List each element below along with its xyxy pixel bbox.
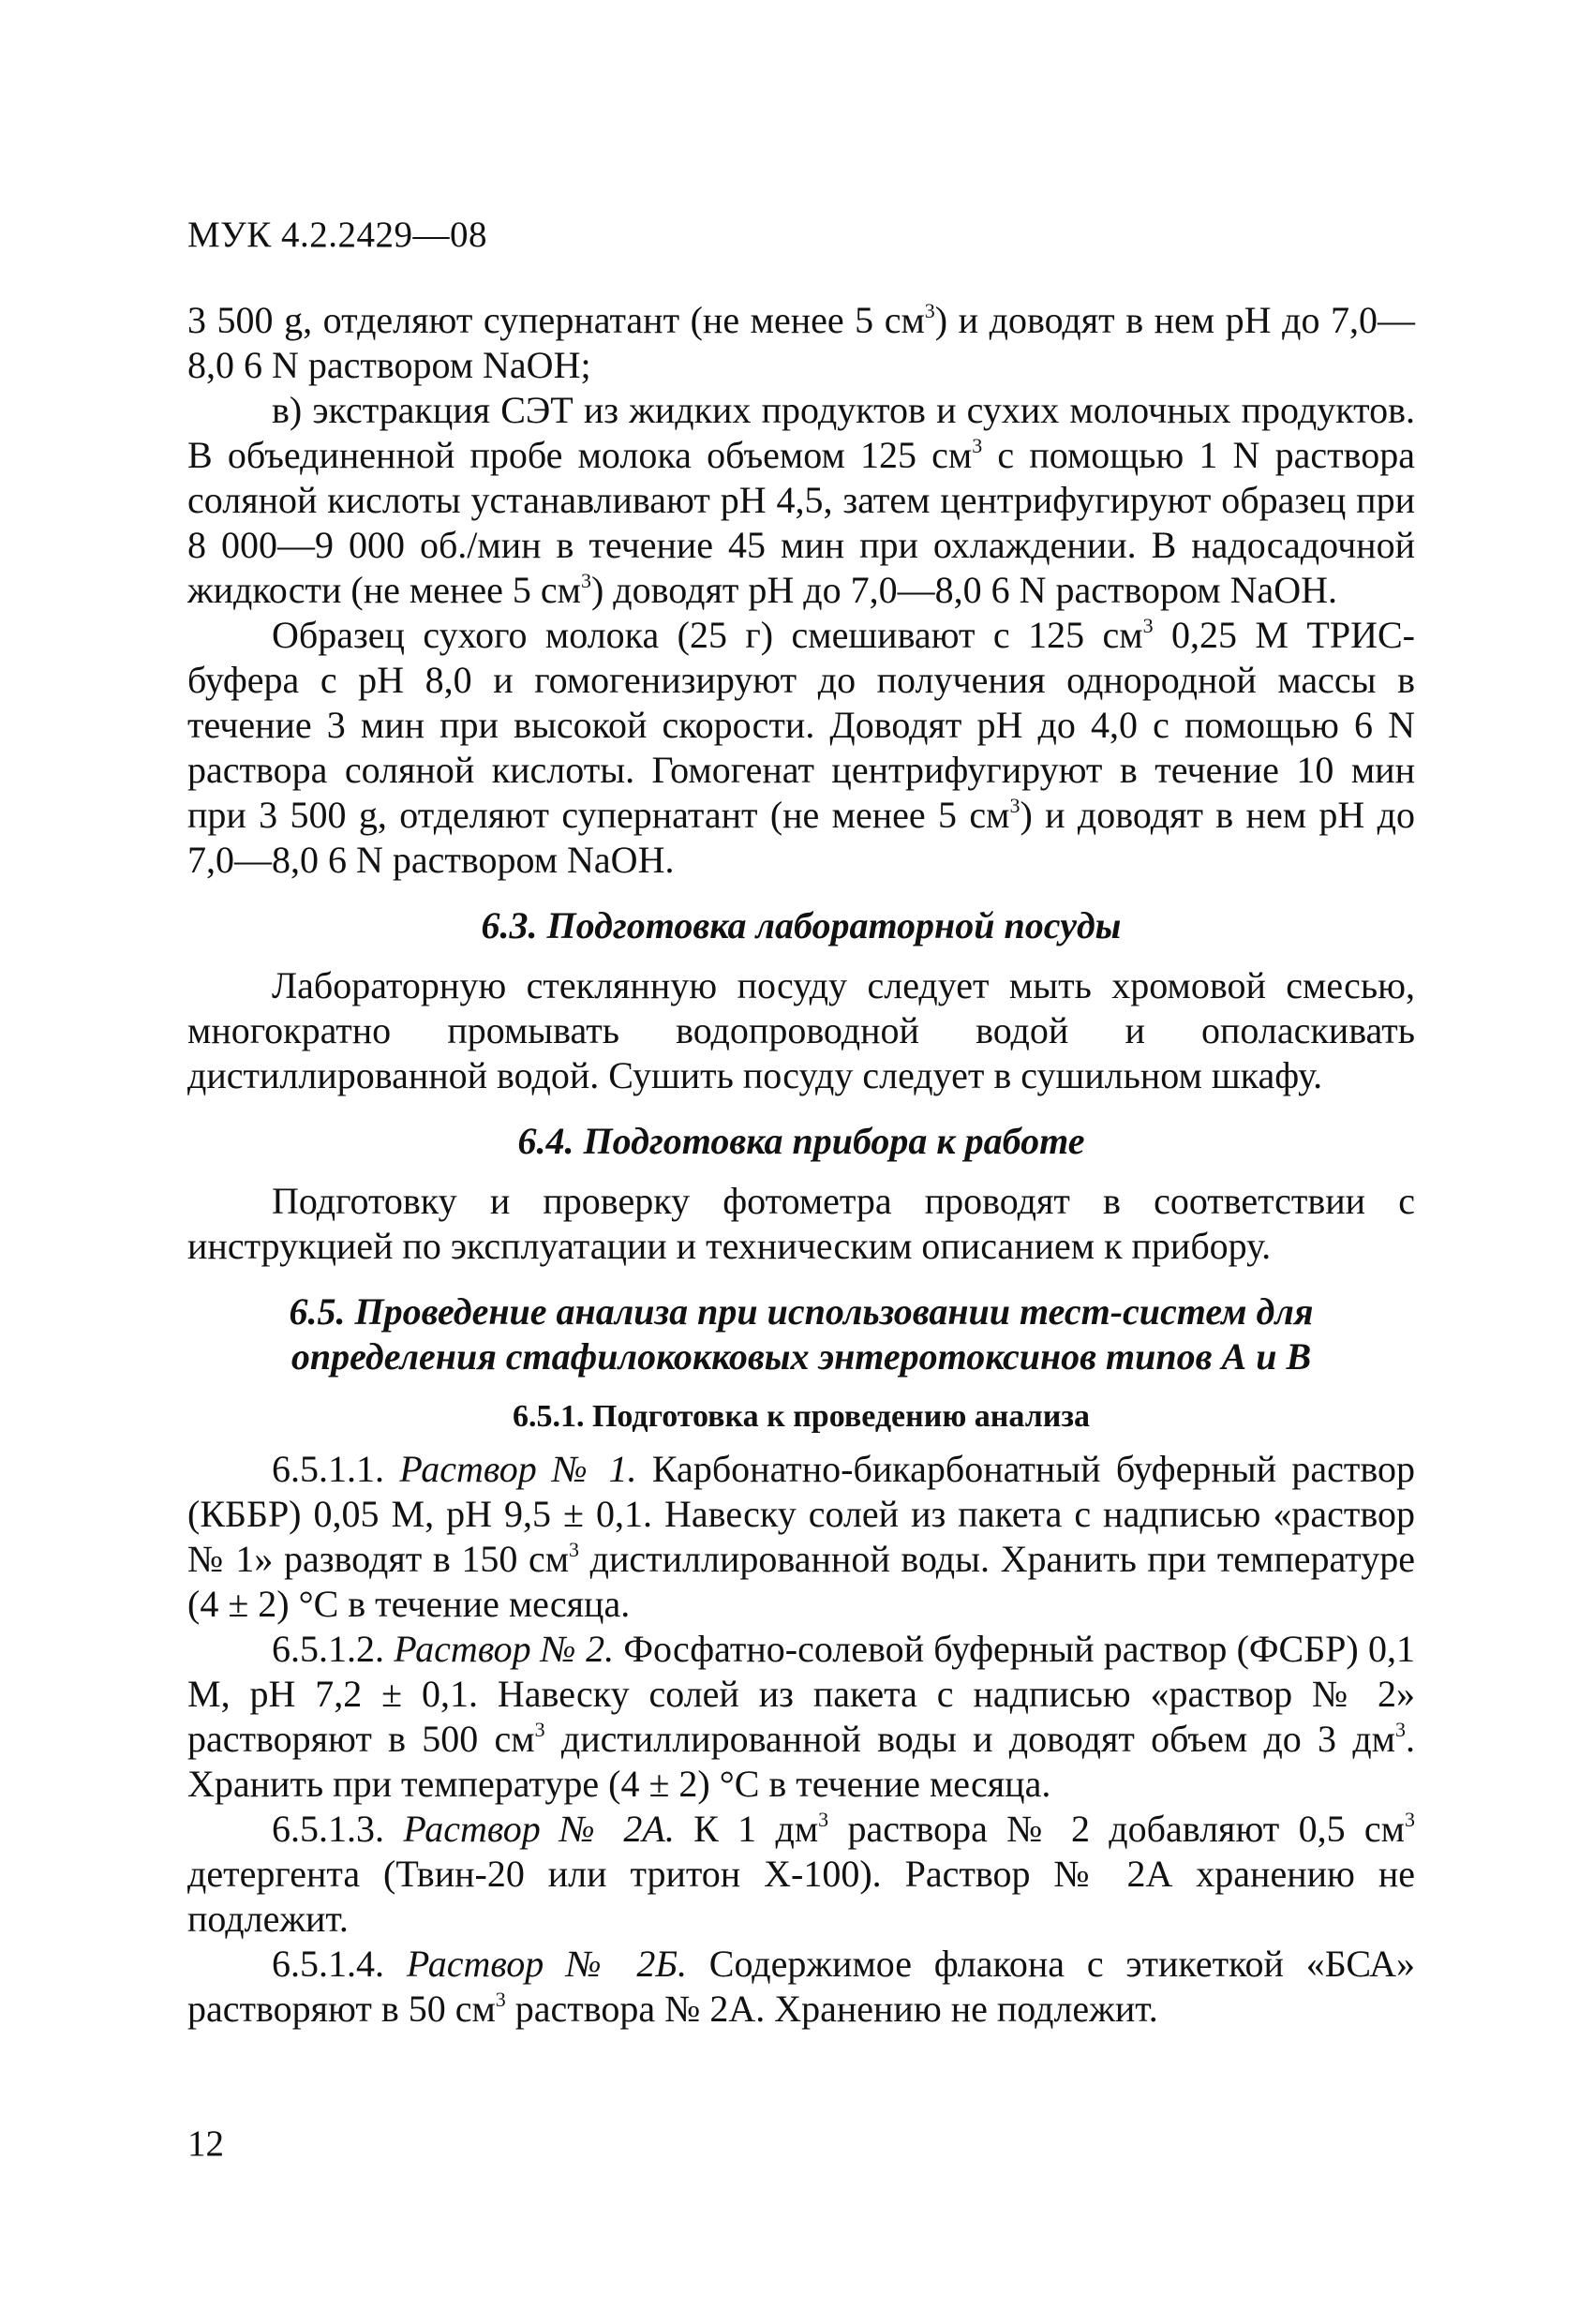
paragraph-solution-2b: 6.5.1.4. Раствор № 2Б. Содержимое флакона с этикеткой «БСА» растворяют в 50 $см^3$ раствора № 2А. Хранению не подлежит. <box>187 1943 1415 2030</box>
paragraph-photometer: Подготовку и проверку фотометра проводят в соответствии с инструкцией по эксплуатации и техническим описанием к прибору. <box>187 1180 1415 1267</box>
section-heading-6-3: 6.3. Подготовка лабораторной посуды <box>481 904 1122 946</box>
page-number: 12 <box>187 2123 224 2164</box>
paragraph-solution-2: 6.5.1.2. Раствор № 2. Фосфатно-солевой буферный раствор (ФСБР) 0,1 М, pH 7,2 ± 0,1. Навеску солей из пакета с надписью «раствор № 2» растворяют в 500 $см^3$ дистиллированной воды и доводят объем до 3 $дм^3$. Хранить при температуре (4 ± 2) °С в течение месяца. <box>187 1628 1415 1805</box>
document-body <box>187 298 1415 2032</box>
paragraph-glassware: Лабораторную стеклянную посуду следует мыть хромовой смесью, многократно промывать водопроводной водой и ополаскивать дистиллированной водой. Сушить посуду следует в сушильном шкафу. <box>187 964 1415 1096</box>
document-code-header: МУК 4.2.2429—08 <box>187 215 488 255</box>
section-heading-6-5: 6.5. Проведение анализа при использовании тест-систем для определения стафилококковых энтеротоксинов типов А и В <box>289 1290 1314 1378</box>
paragraph-solution-1: 6.5.1.1. Раствор № 1. Карбонатно-бикарбонатный буферный раствор (КББР) 0,05 М, pH 9,5 ± 0,1. Навеску солей из пакета с надписью «раствор № 1» разводят в 150 $см^3$ дистиллированной воды. Хранить при температуре (4 ± 2) °С в течение месяца. <box>187 1448 1415 1625</box>
paragraph-1: 3 500 g, отделяют супернатант (не менее 5 $см^3$) и доводят в нем pH до 7,0—8,0 6 N раствором NaOH; <box>187 299 1415 386</box>
paragraph-dry-milk: Образец сухого молока (25 г) смешивают с 125 $см^3$ 0,25 М ТРИС-буфера с pH 8,0 и гомогенизируют до получения однородной массы в течение 3 мин при высокой скорости. Доводят pH до 4,0 с помощью 6 N раствора соляной кислоты. Гомогенат центрифугируют в течение 10 мин при 3 500 g, отделяют супернатант (не менее 5 $см^3$) и доводят в нем pH до 7,0—8,0 6 N раствором NaOH. <box>187 614 1415 881</box>
paragraph-solution-2a: 6.5.1.3. Раствор № 2А. К 1 $дм^3$ раствора № 2 добавляют 0,5 $см^3$ детергента (Твин-20 или тритон Х-100). Раствор № 2А хранению не подлежит. <box>187 1808 1415 1940</box>
subsection-heading-6-5-1: 6.5.1. Подготовка к проведению анализа <box>512 1399 1091 1434</box>
section-heading-6-4: 6.4. Подготовка прибора к работе <box>517 1120 1085 1162</box>
paragraph-extraction-liquid: в) экстракция СЭТ из жидких продуктов и сухих молочных продуктов. В объединенной пробе молока объемом 125 $см^3$ с помощью 1 N раствора соляной кислоты устанавливают pH 4,5, затем центрифугируют образец при 8 000—9 000 об./мин в течение 45 мин при охлаждении. В надосадочной жидкости (не менее 5 $см^3$) доводят pH до 7,0—8,0 6 N раствором NaOH. <box>187 389 1415 611</box>
